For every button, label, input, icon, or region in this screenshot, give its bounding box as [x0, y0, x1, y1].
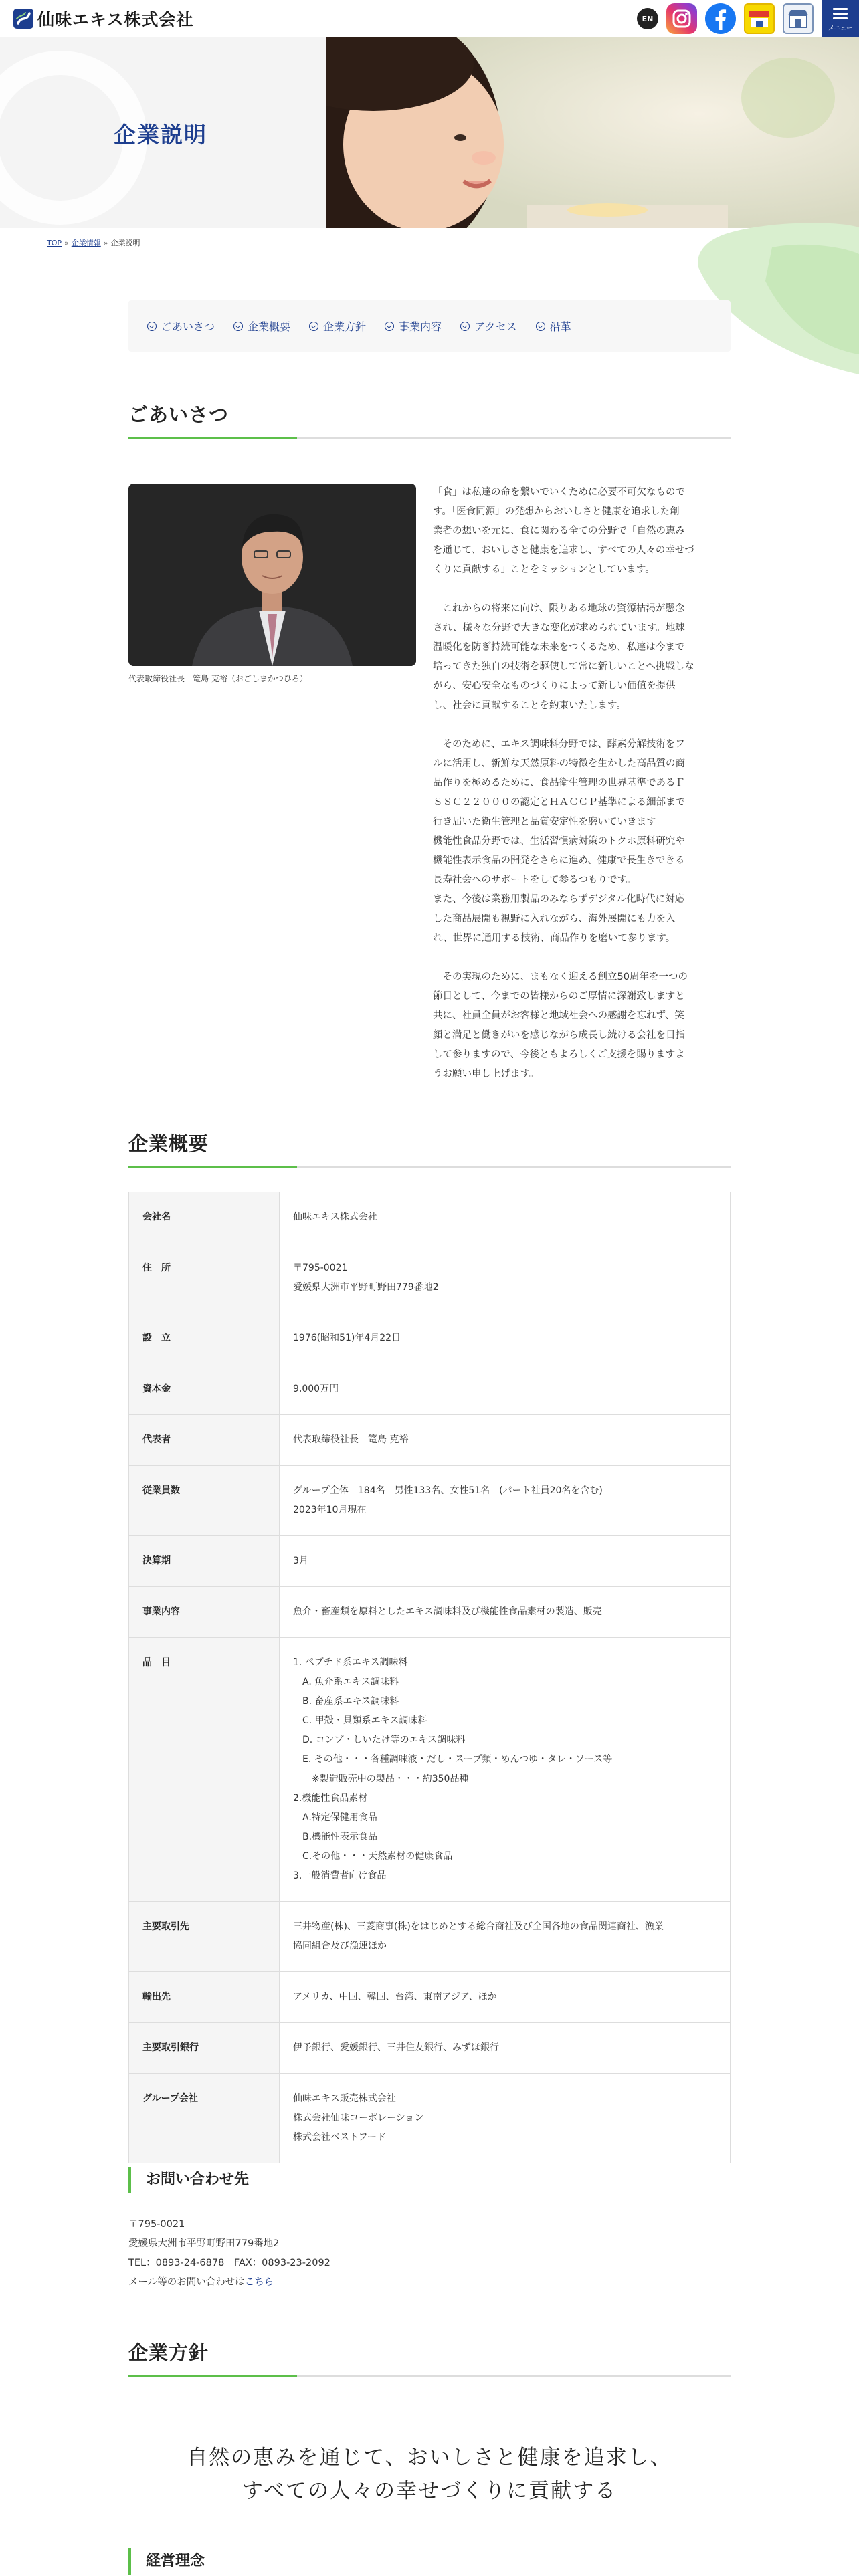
inquiry-mail-line [128, 2273, 330, 2292]
row-label: 従業員数 [129, 1466, 280, 1536]
row-label: 会社名 [129, 1192, 280, 1243]
chevron-down-icon [385, 322, 394, 331]
table-row [129, 1364, 731, 1415]
anchor-label: アクセス [474, 320, 517, 333]
chevron-down-icon [460, 322, 470, 331]
greeting-paragraph: そのために、エキス調味料分野では、酵素分解技術をフ ルに活用し、新鮮な天然原料の特徴を生かした高品質の商 品作りを極めるために、食品衛生管理の世界基準であるＦ ＳＳＣ２２０００の認定とＨＡＣＣＰ基準による細部まで 行き届いた衛生管理と品質安定性を磨いていきます。 機能性食品分野では、生活習慣病対策のトクホ原料研究や 機能性表示食品の開発をさらに進め、健康で長生きできる 長寿社会へのサポートをして参るつもりです。 また、今後は業務用製品のみならずデジタル化時代に対応 した商品展開も視野に入れながら、海外展開にも力を入 れ、世界に通用する技術、商品作りを磨いて参ります。 [433, 739, 685, 944]
instagram-icon[interactable] [666, 3, 697, 34]
row-value: 三井物産(株)、三菱商事(株)をはじめとする総合商社及び全国各地の食品関連商社、漁業 協同組合及び漁連ほか [280, 1902, 731, 1972]
page-title: 企業説明 [114, 122, 207, 148]
heading-underline [128, 2375, 731, 2377]
inquiry-heading: お問い合わせ先 [128, 2167, 249, 2193]
row-value: 3月 [280, 1536, 731, 1587]
table-row [129, 1192, 731, 1243]
breadcrumb-parent-link[interactable]: 企業情報 [71, 239, 101, 247]
chevron-down-icon [536, 322, 545, 331]
table-row [129, 1466, 731, 1536]
contact-link[interactable]: こちら [244, 2277, 274, 2288]
inquiry-postal: 〒795-0021 [128, 2219, 185, 2230]
row-value: 〒795-0021 愛媛県大洲市平野町野田779番地2 [280, 1243, 731, 1313]
anchor-link-overview[interactable] [233, 318, 290, 334]
breadcrumb-top-link[interactable]: TOP [47, 239, 62, 247]
table-row [129, 2023, 731, 2074]
heading-underline [128, 1166, 731, 1168]
table-row [129, 1972, 731, 2023]
online-shop-icon[interactable] [744, 3, 775, 34]
row-label: 品 目 [129, 1638, 280, 1902]
anchor-link-access[interactable] [460, 318, 517, 334]
mission-line-2: すべての人々の幸せづくりに貢献する [242, 2479, 617, 2503]
greeting-paragraph: その実現のために、まもなく迎える創立50周年を一つの 節目として、今までの皆様からのご厚情に深謝致しますと 共に、社員全員がお客様と地域社会への感謝を忘れず、笑 顔と満足と働きがいを感じながら成長し続ける会社を目指 して参りますので、今後ともよろしくご支援を賜りますよ うお願い申し上げます。 [433, 972, 688, 1079]
management-philosophy-heading: 経営理念 [128, 2548, 205, 2575]
president-caption: 代表取締役社長 篭島 克裕（おごしまかつひろ） [128, 674, 308, 683]
row-label: 事業内容 [129, 1587, 280, 1638]
inquiry-mail-text: メール等のお問い合わせは [128, 2277, 245, 2288]
row-label: 資本金 [129, 1364, 280, 1415]
row-value: 代表取締役社長 篭島 克裕 [280, 1415, 731, 1466]
greeting-paragraph: 「食」は私達の命を繋いでいくために必要不可欠なもので す。「医食同源」の発想からおいしさと健康を追求した創 業者の想いを元に、食に関わる全ての分野で「自然の恵み を通じて、おいしさと健康を追求し、すべての人々の幸せづ くりに貢献する」ことをミッションとしています。 [433, 487, 694, 575]
breadcrumb-current: 企業説明 [110, 239, 140, 247]
site-header [0, 0, 859, 37]
president-photo [128, 484, 416, 666]
menu-label: メニュー [828, 25, 852, 32]
row-label: 主要取引先 [129, 1902, 280, 1972]
facebook-icon[interactable] [705, 3, 736, 34]
row-value: グループ全体 184名 男性133名、女性51名 (パート社員20名を含む) 2023年10月現在 [280, 1466, 731, 1536]
breadcrumb [47, 237, 140, 248]
row-value: 伊予銀行、愛媛銀行、三井住友銀行、みずほ銀行 [280, 2023, 731, 2074]
row-value: 仙味エキス株式会社 [280, 1192, 731, 1243]
anchor-link-greeting[interactable] [147, 318, 215, 334]
row-value: 魚介・畜産類を原料としたエキス調味料及び機能性食品素材の製造、販売 [280, 1587, 731, 1638]
page-anchor-nav [128, 300, 731, 352]
table-row [129, 1902, 731, 1972]
row-label: 設 立 [129, 1313, 280, 1364]
anchor-label: 企業方針 [323, 320, 367, 333]
site-logo[interactable] [13, 7, 194, 31]
section-title: 企業概要 [128, 1132, 209, 1155]
row-value: 1. ペプチド系エキス調味料 A. 魚介系エキス調味料 B. 畜産系エキス調味料 C. 甲殻・貝類系エキス調味料 D. コンブ・しいたけ等のエキス調味料 E. その他・・・各種調味液・だし・スープ類・めんつゆ・タレ・ソース等 ※製造販売中の製品・・・約350品種 2.機能性食品素材 A.特定保健用食品 B.機能性表示食品 C.その他・・・天然素材の健康食品 3.一般消費者向け食品 [280, 1638, 731, 1902]
row-value: アメリカ、中国、韓国、台湾、東南アジア、ほか [280, 1972, 731, 2023]
table-row [129, 1415, 731, 1466]
overview-section-heading [128, 1129, 731, 1168]
hero-title-panel [0, 37, 326, 228]
logo-mark-icon [13, 9, 33, 29]
section-title: ごあいさつ [128, 403, 229, 426]
hamburger-icon [833, 5, 848, 22]
anchor-link-business[interactable] [385, 318, 442, 334]
row-label: 主要取引銀行 [129, 2023, 280, 2074]
table-row [129, 1638, 731, 1902]
company-overview-table [128, 1192, 731, 2163]
greeting-paragraph: これからの将来に向け、限りある地球の資源枯渇が懸念 され、様々な分野で大きな変化が求められています。地球 温暖化を防ぎ持続可能な未来をつくるため、私達は今まで 培ってきた独自の技術を駆使して常に新しいことへ挑戦しな がら、安心安全なものづくりによって新しい価値を提供 し、社会に貢献することを約束いたします。 [433, 603, 694, 711]
anchor-label: 企業概要 [248, 320, 291, 333]
row-value: 1976(昭和51)年4月22日 [280, 1313, 731, 1364]
breadcrumb-separator: » [64, 239, 69, 247]
row-label: 住 所 [129, 1243, 280, 1313]
row-label: 決算期 [129, 1536, 280, 1587]
hero-photo [326, 37, 859, 228]
row-label: 輸出先 [129, 1972, 280, 2023]
row-value: 9,000万円 [280, 1364, 731, 1415]
policy-section-heading [128, 2338, 731, 2377]
company-name: 仙味エキス株式会社 [37, 10, 194, 29]
greeting-message [433, 483, 731, 1103]
anchor-link-history[interactable] [536, 318, 571, 334]
table-row [129, 1243, 731, 1313]
anchor-label: 沿革 [549, 320, 571, 333]
row-value: 仙味エキス販売株式会社 株式会社仙味コーポレーション 株式会社ベストフード [280, 2074, 731, 2163]
row-label: 代表者 [129, 1415, 280, 1466]
inquiry-address: 愛媛県大洲市平野町野田779番地2 [128, 2238, 280, 2249]
heading-underline [128, 437, 731, 439]
mission-line-1: 自然の恵みを通じて、おいしさと健康を追求し、 [187, 2446, 672, 2470]
table-row [129, 2074, 731, 2163]
anchor-label: ごあいさつ [161, 320, 215, 333]
section-title: 企業方針 [128, 2341, 209, 2364]
anchor-link-policy[interactable] [309, 318, 366, 334]
breadcrumb-separator: » [103, 239, 108, 247]
language-en-button[interactable]: EN [637, 8, 658, 29]
chevron-down-icon [233, 322, 243, 331]
hero-banner [0, 37, 859, 228]
table-row [129, 1587, 731, 1638]
chevron-down-icon [147, 322, 157, 331]
store-icon[interactable] [783, 3, 814, 34]
anchor-label: 事業内容 [399, 320, 442, 333]
table-row [129, 1313, 731, 1364]
row-label: グループ会社 [129, 2074, 280, 2163]
menu-button[interactable] [822, 0, 859, 37]
girl-eating-photo [326, 37, 859, 228]
mission-statement [128, 2441, 731, 2508]
inquiry-details [128, 2215, 330, 2292]
chevron-down-icon [309, 322, 318, 331]
inquiry-phone-fax: TEL：0893-24-6878 FAX：0893-23-2092 [128, 2258, 330, 2268]
table-row [129, 1536, 731, 1587]
greeting-section-heading [128, 400, 731, 439]
